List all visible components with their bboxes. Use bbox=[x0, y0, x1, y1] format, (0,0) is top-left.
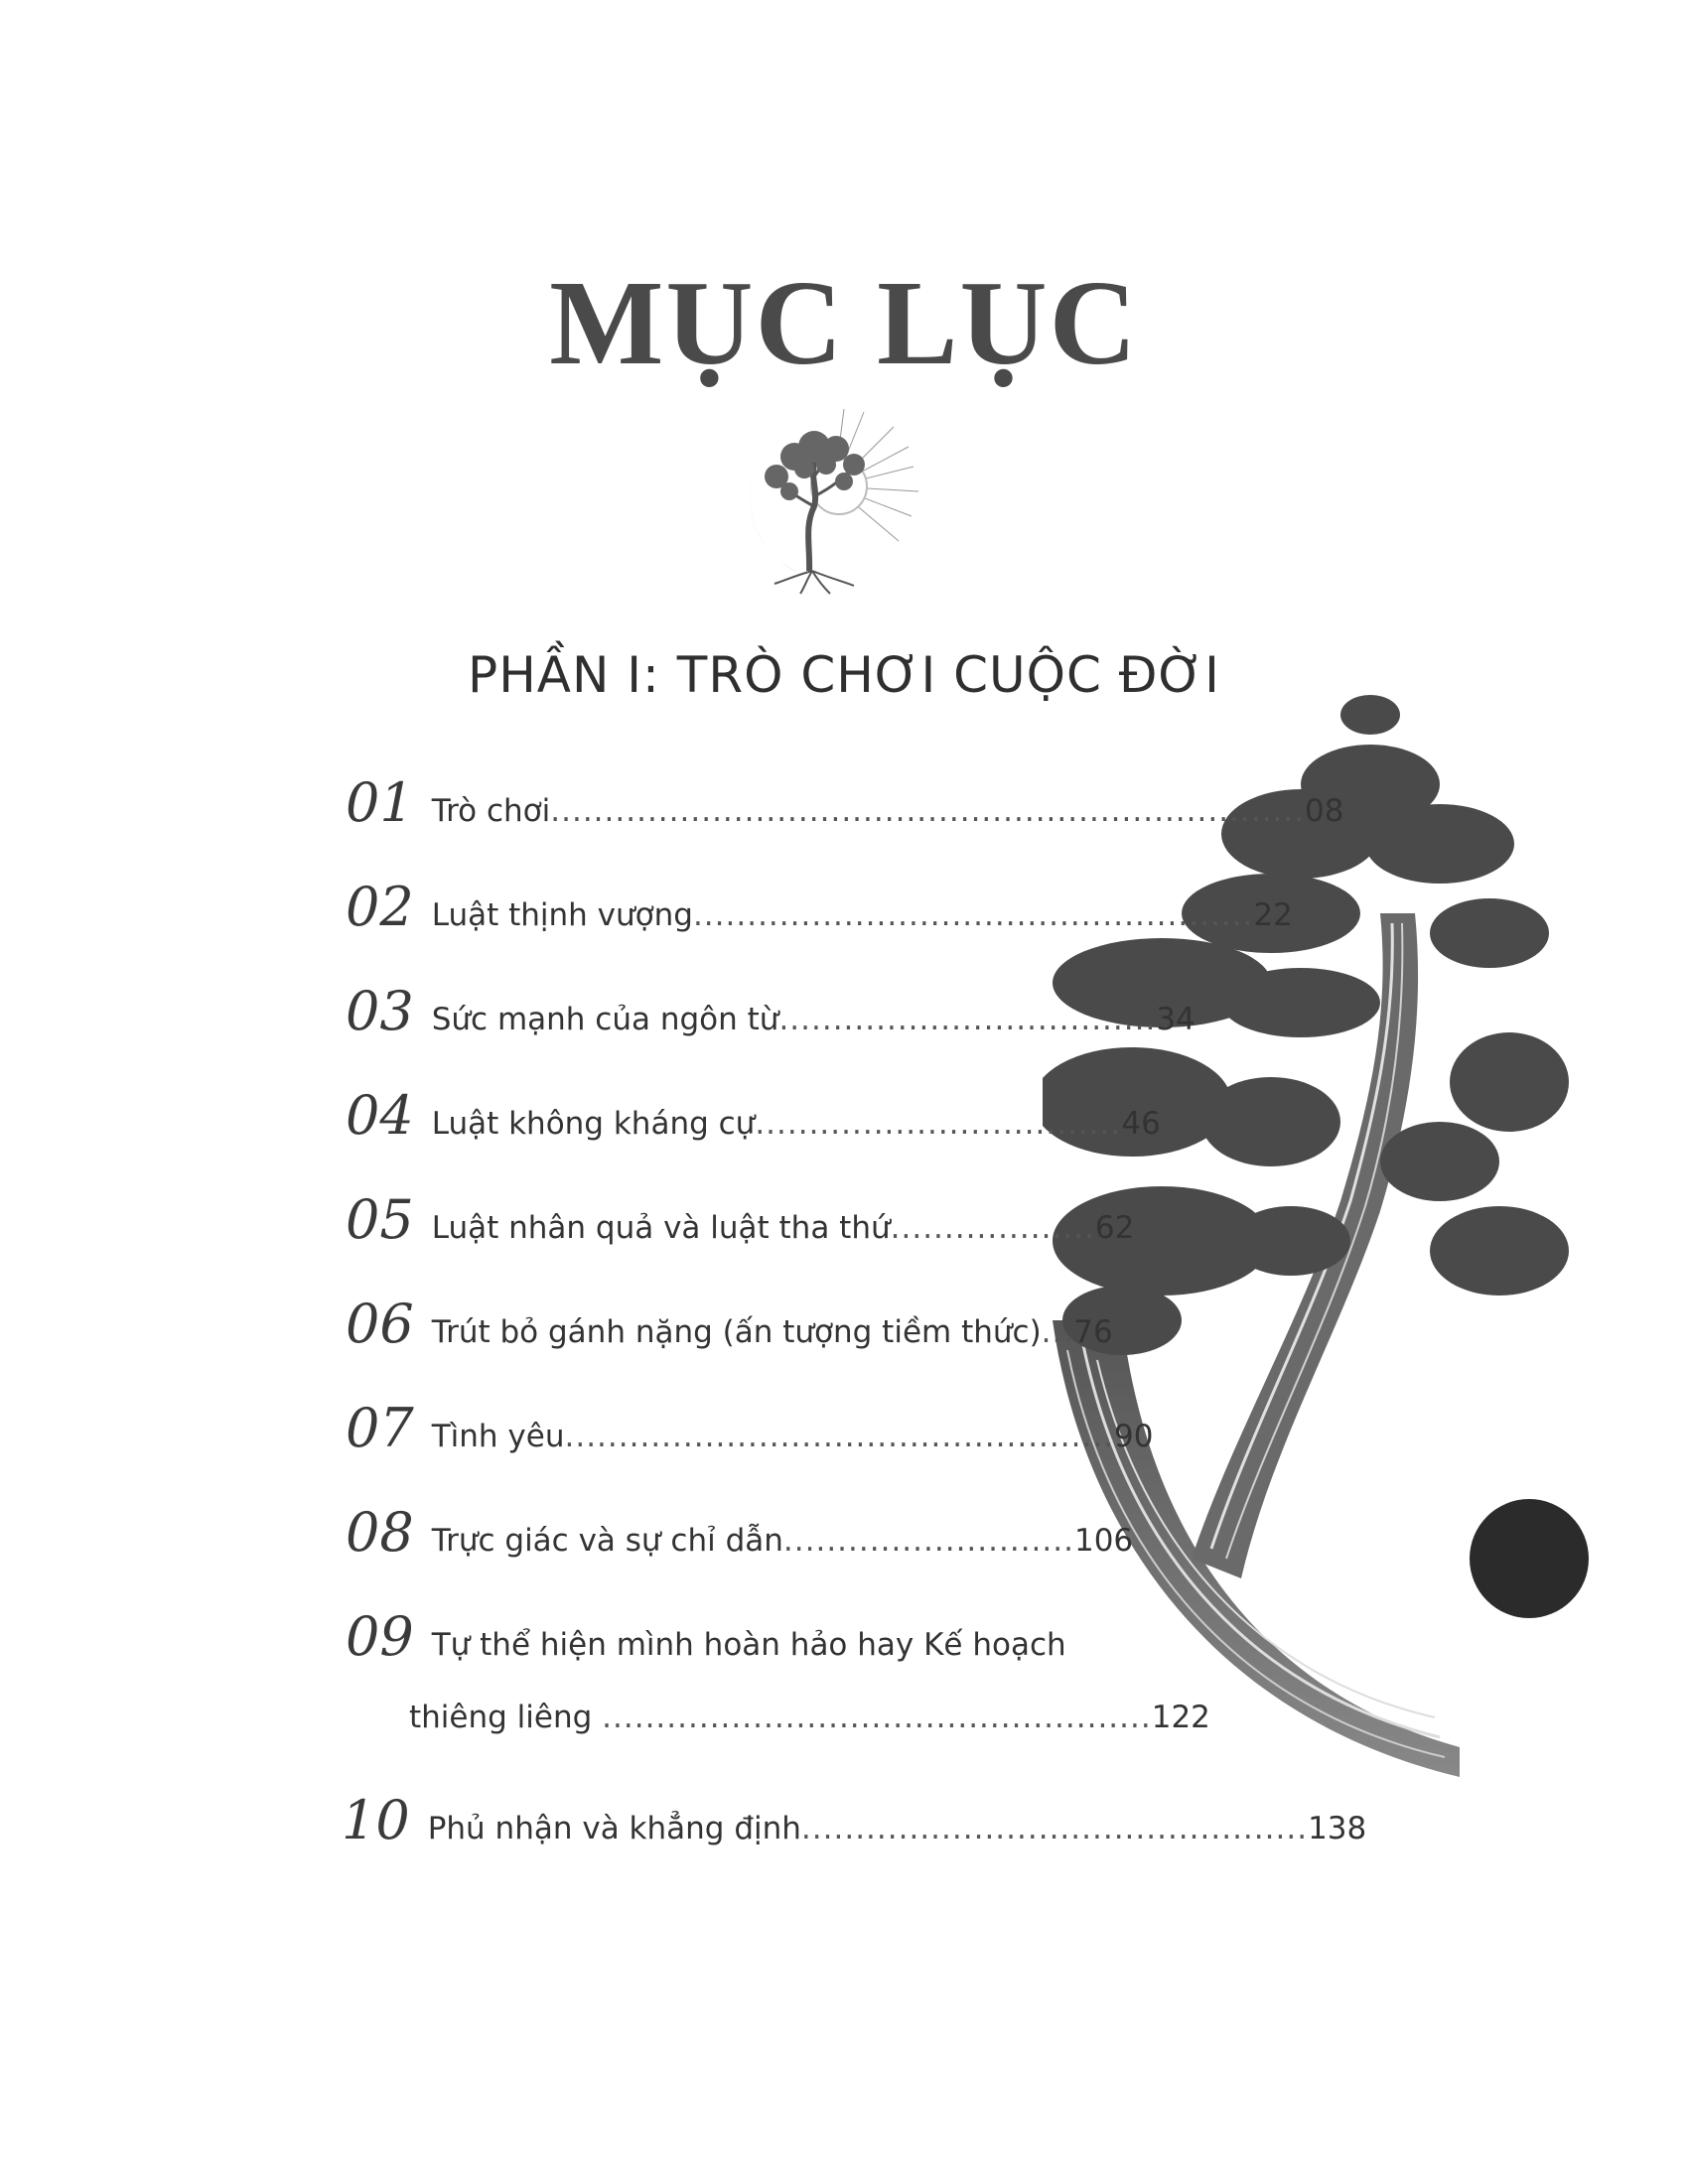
toc-entry-continuation[interactable] bbox=[409, 1700, 1210, 1735]
chapter-number: 07 bbox=[346, 1397, 414, 1459]
page-number: 46 bbox=[1121, 1106, 1161, 1142]
part-heading: PHẦN I: TRÒ CHƠI CUỘC ĐỜI bbox=[468, 646, 1220, 704]
leader-dots: ............................................... bbox=[800, 1811, 1309, 1846]
leader-dots: ................................................... bbox=[602, 1700, 1152, 1735]
page-number: 22 bbox=[1253, 897, 1293, 933]
chapter-title: Tình yêu bbox=[431, 1419, 565, 1454]
toc-entry[interactable] bbox=[346, 1397, 1154, 1459]
page-number: 76 bbox=[1073, 1314, 1113, 1350]
leader-dots: ................... bbox=[890, 1210, 1095, 1246]
page-number: 138 bbox=[1308, 1811, 1367, 1846]
page-number: 90 bbox=[1114, 1419, 1154, 1454]
leader-dots: ...................................................................... bbox=[550, 793, 1306, 829]
chapter-number: 10 bbox=[342, 1789, 410, 1851]
toc-entry[interactable] bbox=[346, 1084, 1161, 1147]
chapter-title: Luật không kháng cự bbox=[431, 1106, 756, 1142]
leader-dots: ................................... bbox=[778, 1002, 1157, 1037]
page-title: MỤC LỤC bbox=[549, 256, 1139, 390]
page-number: 62 bbox=[1094, 1210, 1135, 1246]
leader-dots: .................................. bbox=[755, 1106, 1122, 1142]
chapter-title-continued: thiêng liêng bbox=[409, 1700, 603, 1735]
leader-dots: ... bbox=[1041, 1314, 1074, 1350]
toc-entry[interactable] bbox=[346, 980, 1196, 1042]
leader-dots: .................................................... bbox=[692, 897, 1254, 933]
toc-entry[interactable] bbox=[346, 1605, 1066, 1668]
chapter-title: Tự thể hiện mình hoàn hảo hay Kế hoạch bbox=[431, 1627, 1066, 1663]
page-number: 106 bbox=[1073, 1523, 1134, 1559]
chapter-number: 09 bbox=[346, 1605, 414, 1668]
toc-entry[interactable] bbox=[346, 1293, 1113, 1355]
chapter-title: Sức mạnh của ngôn từ bbox=[431, 1002, 779, 1037]
leader-dots: ........................... bbox=[782, 1523, 1074, 1559]
chapter-number: 04 bbox=[346, 1084, 414, 1147]
toc-entry[interactable] bbox=[346, 771, 1344, 834]
page-number: 08 bbox=[1305, 793, 1344, 829]
chapter-title: Phủ nhận và khẳng định bbox=[427, 1811, 801, 1846]
page-number: 34 bbox=[1156, 1002, 1196, 1037]
chapter-title: Trò chơi bbox=[431, 793, 551, 829]
page-number: 122 bbox=[1151, 1700, 1210, 1735]
chapter-title: Trút bỏ gánh nặng (ấn tượng tiềm thức) bbox=[431, 1314, 1042, 1350]
chapter-number: 08 bbox=[346, 1501, 414, 1564]
chapter-title: Luật thịnh vượng bbox=[431, 897, 693, 933]
leader-dots: ................................................... bbox=[564, 1419, 1115, 1454]
chapter-number: 03 bbox=[346, 980, 414, 1042]
toc-entry[interactable] bbox=[342, 1789, 1367, 1851]
chapter-title: Luật nhân quả và luật tha thứ bbox=[431, 1210, 891, 1246]
toc-entry[interactable] bbox=[346, 1188, 1135, 1251]
chapter-number: 05 bbox=[346, 1188, 414, 1251]
chapter-number: 01 bbox=[346, 771, 414, 834]
toc-entry[interactable] bbox=[346, 876, 1293, 938]
chapter-title: Trực giác và sự chỉ dẫn bbox=[431, 1523, 783, 1559]
chapter-number: 06 bbox=[346, 1293, 414, 1355]
chapter-number: 02 bbox=[346, 876, 414, 938]
toc-entry[interactable] bbox=[346, 1501, 1134, 1564]
